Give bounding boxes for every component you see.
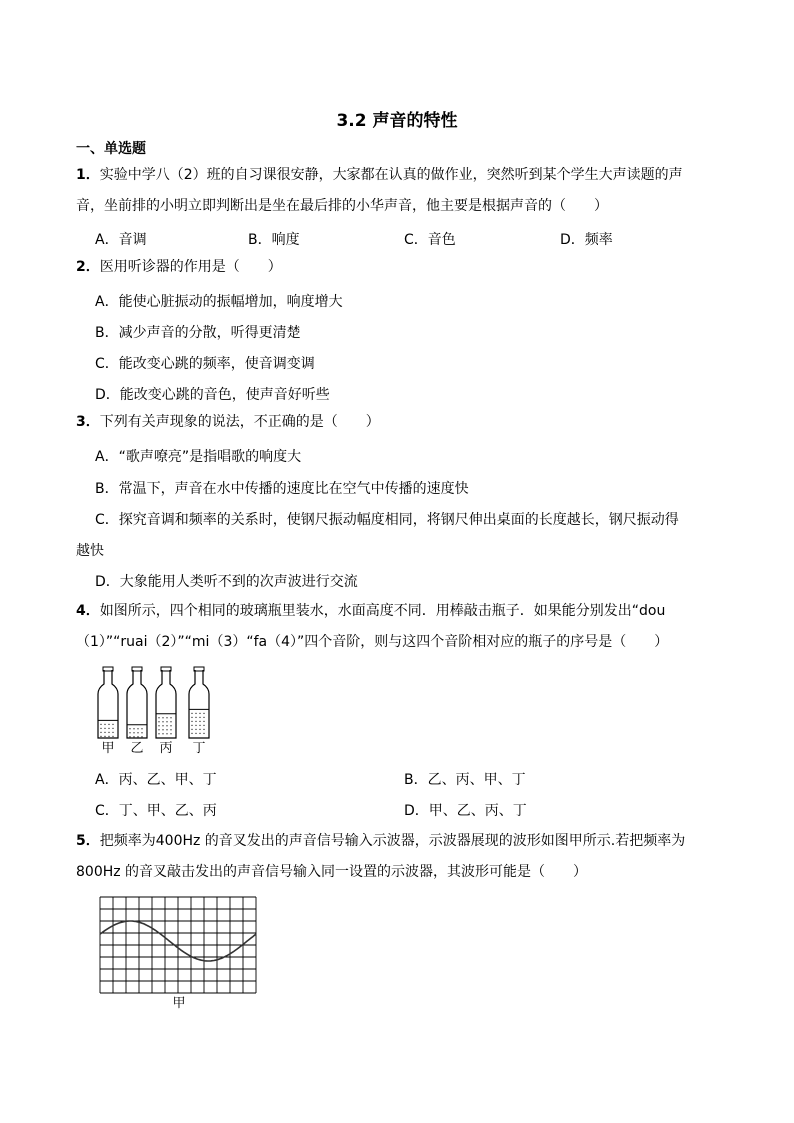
- q4-option-b[interactable]: B．乙、丙、甲、丁: [404, 772, 526, 788]
- bottle-label: 乙: [130, 741, 144, 756]
- q3-option-d[interactable]: D．大象能用人类听不到的次声波进行交流: [95, 574, 358, 590]
- bottle-label: 丁: [192, 741, 206, 756]
- q3-option-a[interactable]: A．“歌声嘹亮”是指唱歌的响度大: [95, 449, 302, 465]
- q1-option-c[interactable]: C．音色: [404, 232, 456, 248]
- q2-option-d[interactable]: D．能改变心跳的音色，使声音好听些: [95, 387, 330, 403]
- q1-option-a[interactable]: A．音调: [95, 232, 147, 248]
- question-1: [76, 160, 683, 191]
- question-text: 医用听诊器的作用是（ ）: [99, 259, 282, 275]
- q3-option-c[interactable]: C．探究音调和频率的关系时，使钢尺振动幅度相同，将钢尺伸出桌面的长度越长，钢尺振动得: [95, 512, 679, 528]
- q3-option-c-continued: 越快: [76, 543, 104, 559]
- q3-option-b[interactable]: B．常温下，声音在水中传播的速度比在空气中传播的速度快: [95, 481, 469, 497]
- question-text: 下列有关声现象的说法，不正确的是（ ）: [99, 414, 380, 430]
- q2-option-c[interactable]: C．能改变心跳的频率，使音调变调: [95, 356, 315, 372]
- question-text: 实验中学八（2）班的自习课很安静，大家都在认真的做作业，突然听到某个学生大声读题的声: [99, 167, 683, 183]
- bottle: [127, 667, 147, 738]
- q4-option-c[interactable]: C．丁、甲、乙、丙: [95, 803, 217, 819]
- question-number: 5．: [76, 833, 100, 849]
- bottle: [98, 667, 118, 738]
- bottle-label: 甲: [101, 741, 115, 756]
- question-number: 4．: [76, 603, 100, 619]
- oscilloscope-grid: [100, 897, 256, 993]
- question-number: 3．: [76, 414, 100, 430]
- q4-option-d[interactable]: D．甲、乙、丙、丁: [404, 803, 527, 819]
- bottle: [189, 667, 209, 738]
- question-number: 2．: [76, 259, 100, 275]
- question-text: 把频率为400Hz 的音叉发出的声音信号输入示波器，示波器展现的波形如图甲所示.若把频率为: [99, 833, 686, 849]
- bottle: [156, 667, 176, 738]
- q2-option-b[interactable]: B．减少声音的分散，听得更清楚: [95, 325, 301, 341]
- question-4: [76, 596, 665, 627]
- question-1-line2: 音，坐前排的小明立即判断出是坐在最后排的小华声音，他主要是根据声音的（ ）: [76, 198, 608, 214]
- question-2: [76, 252, 282, 283]
- bottles-figure: [90, 664, 230, 758]
- q4-option-a[interactable]: A．丙、乙、甲、丁: [95, 772, 217, 788]
- q1-option-b[interactable]: B．响度: [248, 232, 300, 248]
- question-5-line2: 800Hz 的音叉敲击发出的声音信号输入同一设置的示波器，其波形可能是（ ）: [76, 864, 588, 880]
- question-5: [76, 826, 685, 857]
- q1-option-d[interactable]: D．频率: [560, 232, 613, 248]
- question-4-line2: （1）”“ruai（2）”“mi（3）“fa（4）”四个音阶，则与这四个音阶相对应的瓶子的序号是（ ）: [76, 634, 669, 650]
- question-3: [76, 407, 380, 438]
- bottle-label: 丙: [159, 741, 173, 756]
- figure-label: 甲: [172, 996, 186, 1011]
- oscilloscope-figure: [98, 895, 260, 1015]
- section-heading: 一、单选题: [76, 141, 146, 157]
- page-title: 3.2 声音的特性: [336, 111, 458, 131]
- q2-option-a[interactable]: A．能使心脏振动的振幅增加，响度增大: [95, 294, 343, 310]
- question-number: 1．: [76, 167, 100, 183]
- question-text: 如图所示，四个相同的玻璃瓶里装水，水面高度不同．用棒敲击瓶子．如果能分别发出“dou: [99, 603, 666, 619]
